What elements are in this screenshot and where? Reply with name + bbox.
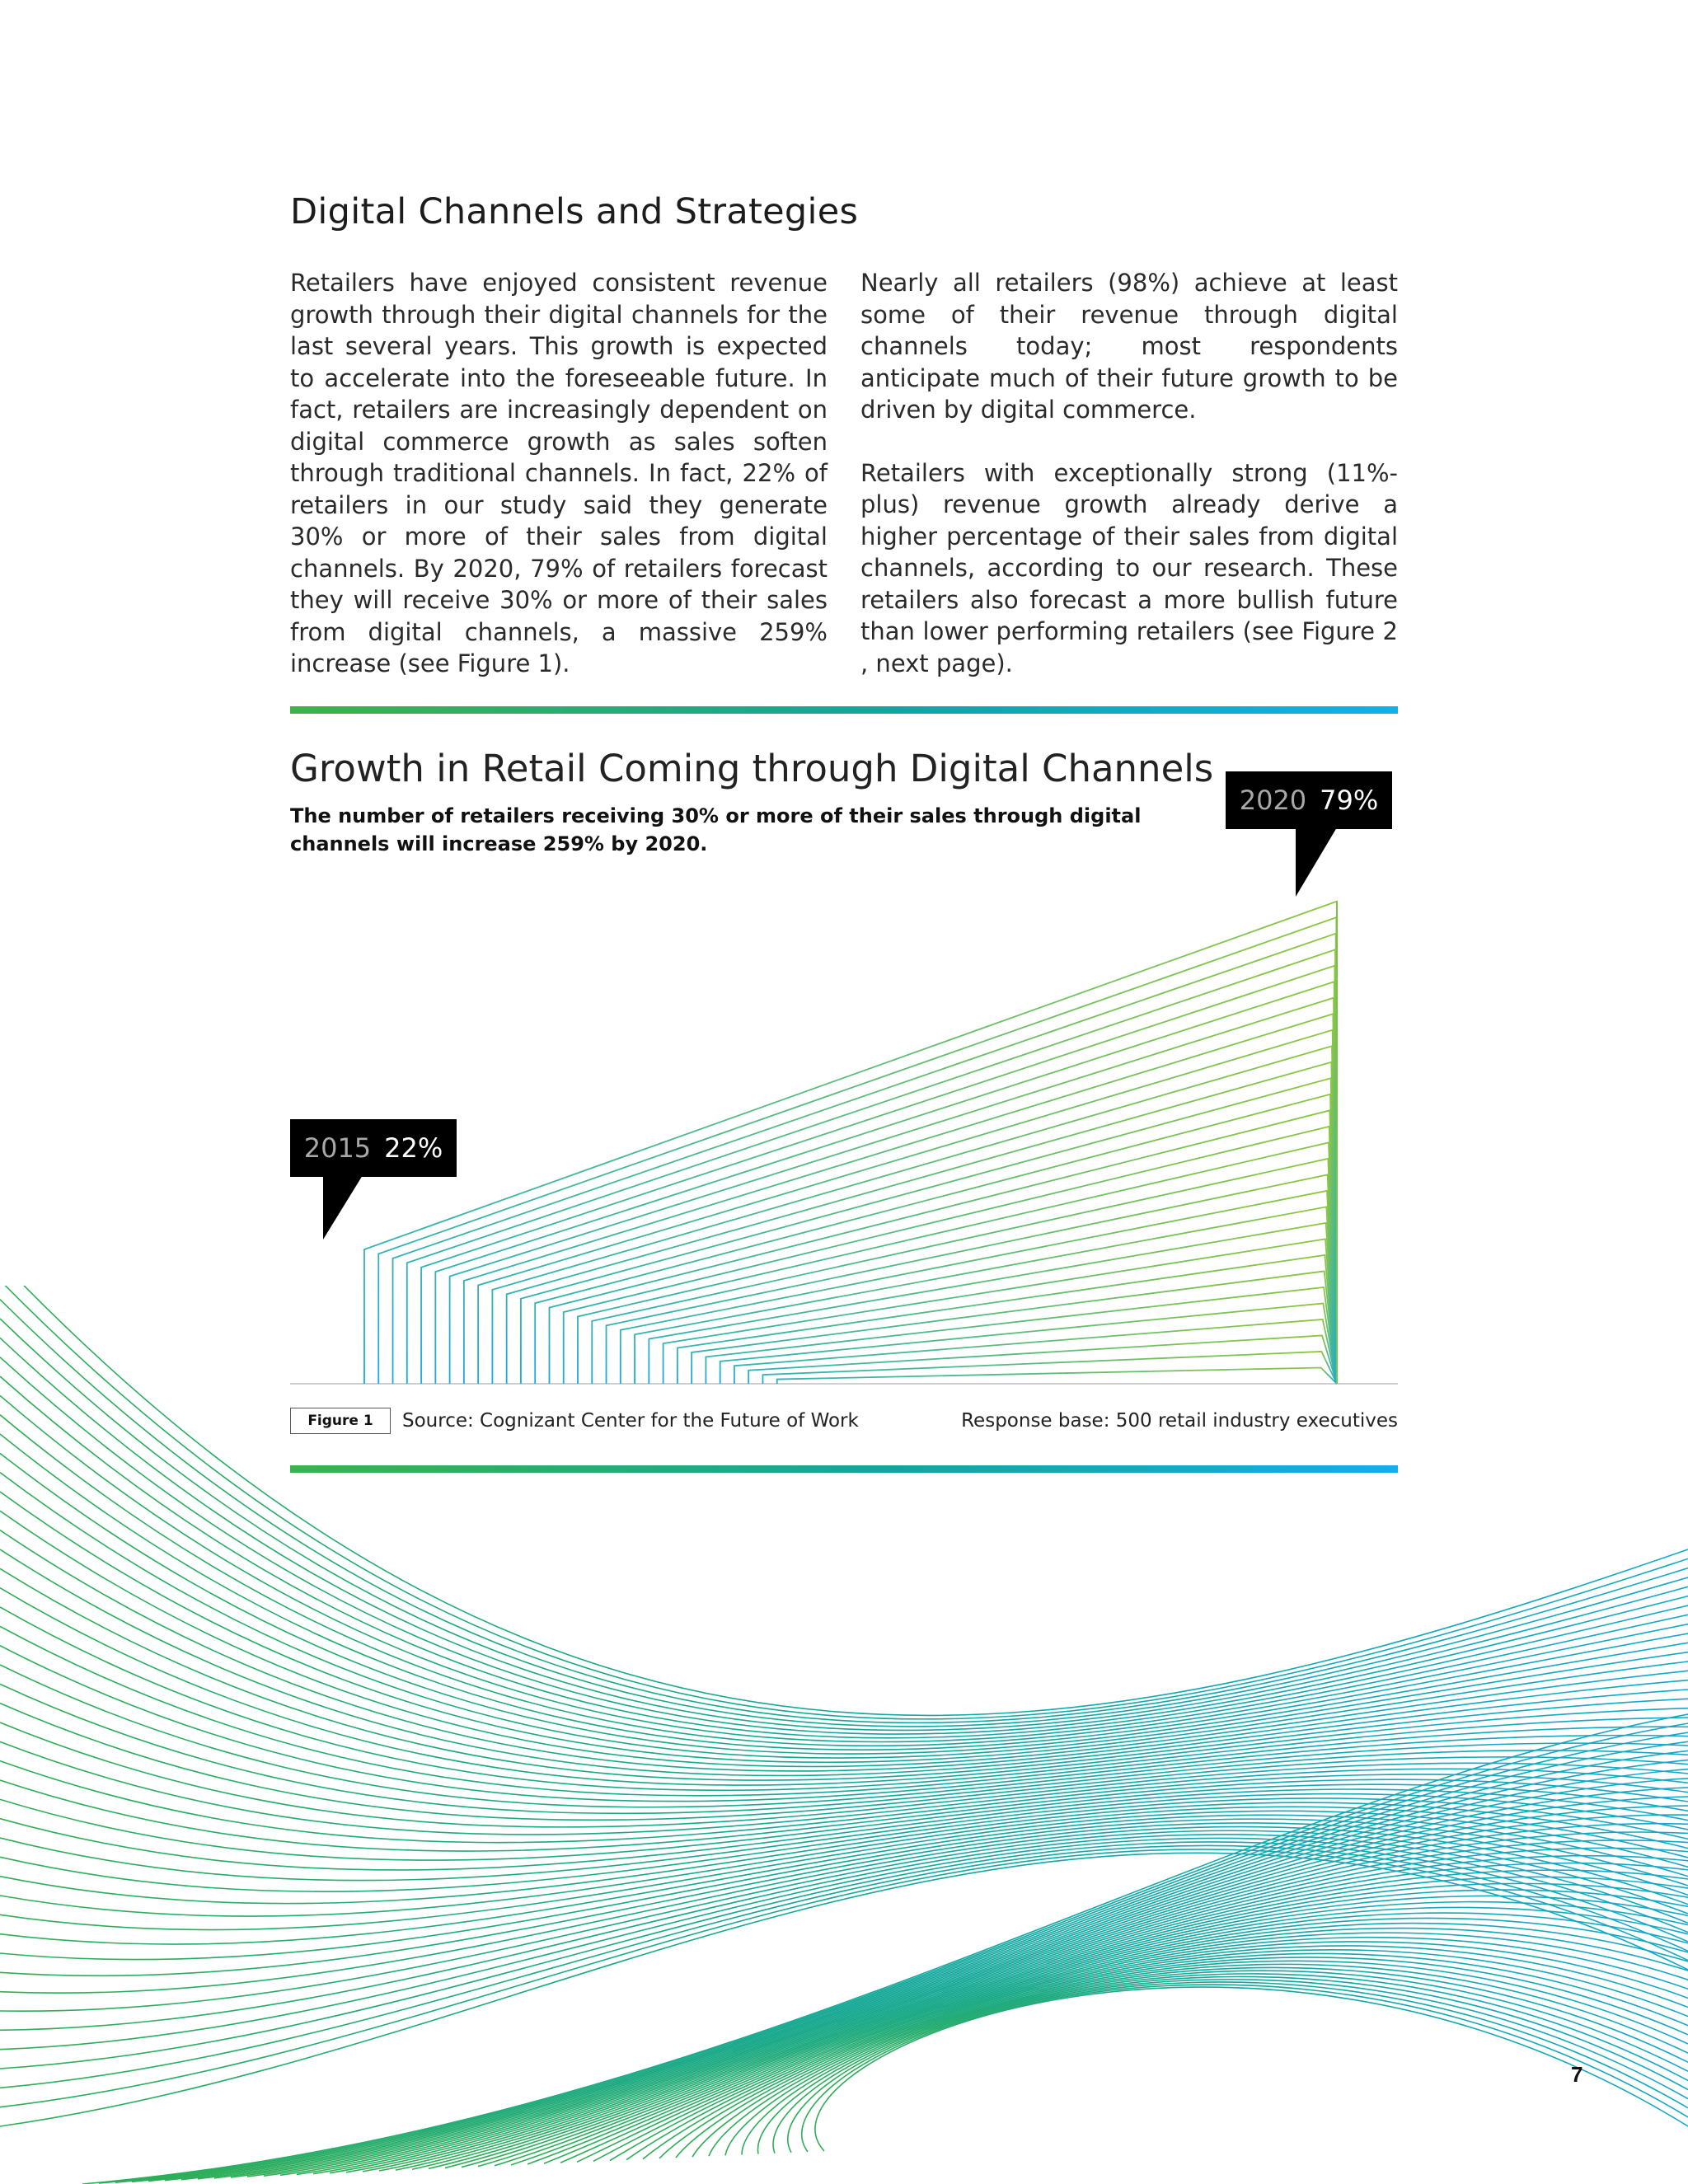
figure-label: Figure 1 bbox=[290, 1408, 391, 1434]
body-paragraph: Nearly all retailers (98%) achieve at least some of their revenue through digital channels today; most respondents anticipate much of their future growth to be driven by digital commerce. bbox=[860, 269, 1398, 424]
page-number: 7 bbox=[1571, 2062, 1583, 2087]
figure-source: Source: Cognizant Center for the Future of Work bbox=[402, 1410, 859, 1432]
response-base-note: Response base: 500 retail industry executives bbox=[961, 1410, 1398, 1432]
body-paragraph: Retailers with exceptionally strong (11%-plus) revenue growth already derive a higher percentage of their sales from digital channels, according to our research. These retailers also forecast a more bullish future than lower performing retailers (see Figure 2 , next page). bbox=[860, 458, 1398, 677]
chart-series-line bbox=[592, 1159, 1337, 1384]
chart-series-line bbox=[635, 1207, 1337, 1384]
callout-pointer bbox=[323, 1175, 363, 1240]
callout-year: 2015 bbox=[303, 1132, 372, 1164]
chart-series-line bbox=[421, 966, 1337, 1384]
callout-year: 2020 bbox=[1239, 785, 1307, 816]
chart-series-line bbox=[407, 949, 1337, 1384]
chart-series-line bbox=[720, 1303, 1337, 1384]
callout-value: 79% bbox=[1320, 785, 1379, 816]
callout-value: 22% bbox=[384, 1132, 443, 1164]
figure-bottom-rule bbox=[290, 1465, 1398, 1473]
chart-series-line bbox=[607, 1174, 1337, 1384]
body-paragraph: Retailers have enjoyed consistent revenue growth through their digital channels for the last several years. This growth is expected to accelerate into the foreseeable future. In fact, retailers are increasingly dependent on digital commerce growth as sales soften through traditional channels. In fact, 22% of retailers in our study said they generate 30% or more of their sales from digital channels. By 2020, 79% of retailers forecast they will receive 30% or more of their sales from digital channels, a massive 259% increase (see Figure 1). bbox=[290, 269, 828, 677]
figure-title: Growth in Retail Coming through Digital Channels bbox=[290, 747, 1214, 790]
callout-pointer bbox=[1296, 827, 1337, 897]
chart-series-line bbox=[435, 982, 1337, 1384]
callout-2015 bbox=[290, 1119, 457, 1177]
callout-2020 bbox=[1226, 771, 1392, 829]
chart-series-line bbox=[378, 917, 1337, 1384]
figure-subtitle: The number of retailers receiving 30% or more of their sales through digital channels will increase 259% by 2020. bbox=[290, 804, 1142, 855]
chart-series-line bbox=[364, 902, 1337, 1384]
section-heading: Digital Channels and Strategies bbox=[290, 191, 859, 232]
